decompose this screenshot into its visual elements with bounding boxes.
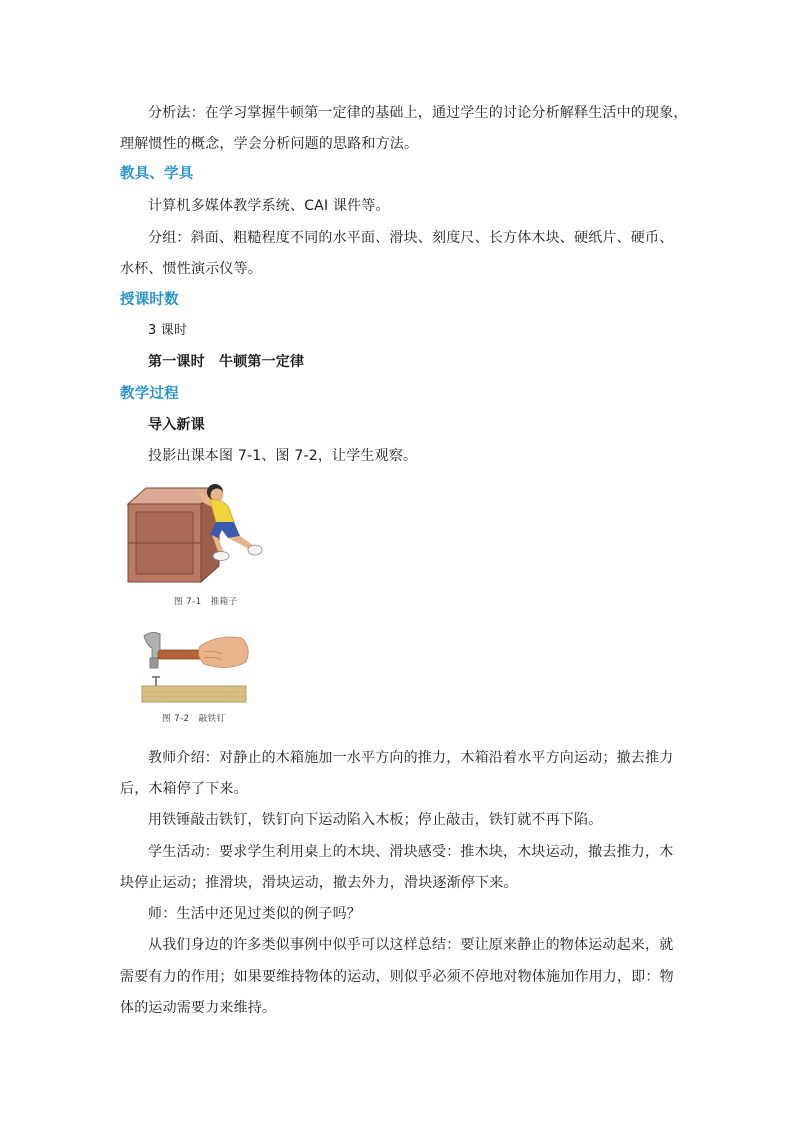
summary-line-2: 需要有力的作用；如果要维持物体的运动，则似乎必须不停地对物体施加作用力，即：物 [120,969,674,985]
tools-heading: 教具、学具 [120,166,194,182]
hammer-paragraph: 用铁锤敲击铁钉，铁钉向下运动陷入木板；停止敲击，铁钉就不再下陷。 [148,812,603,828]
tools-paragraph: 计算机多媒体教学系统、CAI 课件等。 [148,198,390,214]
lesson-title: 第一课时 牛顿第一定律 [148,354,305,370]
teacher-intro-line-1: 教师介绍：对静止的木箱施加一水平方向的推力，木箱沿着水平方向运动；撤去推力 [148,750,674,766]
hours-value: 3 课时 [148,323,188,338]
method-paragraph-line-1: 分析法：在学习掌握牛顿第一定律的基础上，通过学生的讨论分析解释生活中的现象， [148,105,688,121]
summary-line-1: 从我们身边的许多类似事例中似乎可以这样总结：要让原来静止的物体运动起来，就 [148,937,674,953]
method-paragraph-line-2: 理解惯性的概念，学会分析问题的思路和方法。 [120,136,419,152]
summary-line-3: 体的运动需要力来维持。 [120,1000,277,1016]
process-heading: 教学过程 [120,386,179,402]
hours-heading: 授课时数 [120,292,179,308]
teacher-question: 师：生活中还见过类似的例子吗？ [148,906,361,922]
teacher-intro-line-2: 后，木箱停了下来。 [120,781,248,797]
figure-pushing-box [124,480,284,610]
figure-7-1-caption: 图 7-1 推箱子 [174,597,238,607]
figure-hammering-nail [138,628,258,728]
intro-heading: 导入新课 [148,417,205,433]
student-activity-line-1: 学生活动：要求学生利用桌上的木块、滑块感受：推木块，木块运动，撤去推力，木 [148,844,674,860]
figure-7-2-caption: 图 7-2 敲铁钉 [162,714,226,724]
student-activity-line-2: 块停止运动；推滑块，滑块运动，撤去外力，滑块逐渐停下来。 [120,875,518,891]
hammering-nail-illustration [138,628,258,708]
groups-paragraph-line-1: 分组：斜面、粗糙程度不同的水平面、滑块、刻度尺、长方体木块、硬纸片、硬币、 [148,230,674,246]
pushing-box-illustration [124,480,284,592]
projection-paragraph: 投影出课本图 7-1、图 7-2，让学生观察。 [148,448,418,464]
groups-paragraph-line-2: 水杯、惯性演示仪等。 [120,261,262,277]
